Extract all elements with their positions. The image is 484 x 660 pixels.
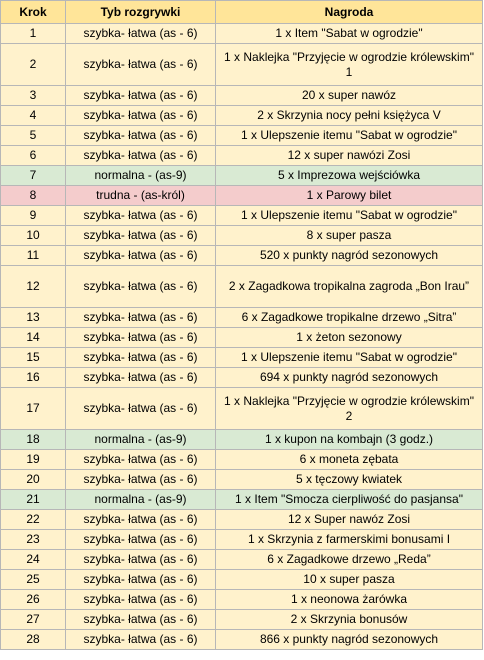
reward-cell: 1 x Item "Smocza cierpliwość do pasjansa" <box>216 490 483 510</box>
reward-cell: 5 x Imprezowa wejściówka <box>216 166 483 186</box>
table-row <box>1 610 483 630</box>
reward-cell: 1 x Ulepszenie itemu "Sabat w ogrodzie" <box>216 348 483 368</box>
mode-cell: szybka- łatwa (as - 6) <box>66 206 216 226</box>
table-row <box>1 266 483 308</box>
reward-cell: 8 x super pasza <box>216 226 483 246</box>
table-row <box>1 246 483 266</box>
step-cell: 23 <box>1 530 66 550</box>
reward-cell: 520 x punkty nagród sezonowych <box>216 246 483 266</box>
table-row <box>1 388 483 430</box>
reward-cell: 6 x moneta zębata <box>216 450 483 470</box>
mode-cell: szybka- łatwa (as - 6) <box>66 450 216 470</box>
mode-cell: normalna - (as-9) <box>66 490 216 510</box>
table-row <box>1 328 483 348</box>
mode-cell: szybka- łatwa (as - 6) <box>66 610 216 630</box>
mode-cell: szybka- łatwa (as - 6) <box>66 328 216 348</box>
table-row <box>1 308 483 328</box>
reward-cell: 20 x super nawóz <box>216 86 483 106</box>
reward-cell: 1 x Parowy bilet <box>216 186 483 206</box>
mode-cell: normalna - (as-9) <box>66 430 216 450</box>
step-cell: 16 <box>1 368 66 388</box>
table-row <box>1 570 483 590</box>
step-cell: 4 <box>1 106 66 126</box>
mode-cell: szybka- łatwa (as - 6) <box>66 510 216 530</box>
table-row <box>1 470 483 490</box>
mode-cell: szybka- łatwa (as - 6) <box>66 86 216 106</box>
table-row <box>1 146 483 166</box>
mode-cell: szybka- łatwa (as - 6) <box>66 308 216 328</box>
mode-cell: szybka- łatwa (as - 6) <box>66 630 216 650</box>
step-cell: 28 <box>1 630 66 650</box>
table-row <box>1 106 483 126</box>
step-cell: 24 <box>1 550 66 570</box>
step-cell: 22 <box>1 510 66 530</box>
reward-cell: 1 x neonowa żarówka <box>216 590 483 610</box>
step-cell: 10 <box>1 226 66 246</box>
mode-cell: szybka- łatwa (as - 6) <box>66 266 216 308</box>
step-cell: 3 <box>1 86 66 106</box>
step-cell: 2 <box>1 44 66 86</box>
step-cell: 15 <box>1 348 66 368</box>
mode-cell: szybka- łatwa (as - 6) <box>66 388 216 430</box>
reward-cell: 2 x Skrzynia bonusów <box>216 610 483 630</box>
reward-cell: 1 x Skrzynia z farmerskimi bonusami I <box>216 530 483 550</box>
step-cell: 5 <box>1 126 66 146</box>
mode-cell: trudna - (as-król) <box>66 186 216 206</box>
mode-cell: szybka- łatwa (as - 6) <box>66 368 216 388</box>
mode-cell: szybka- łatwa (as - 6) <box>66 348 216 368</box>
reward-cell: 866 x punkty nagród sezonowych <box>216 630 483 650</box>
step-cell: 1 <box>1 24 66 44</box>
step-cell: 21 <box>1 490 66 510</box>
step-cell: 14 <box>1 328 66 348</box>
reward-cell: 1 x Item "Sabat w ogrodzie" <box>216 24 483 44</box>
mode-cell: szybka- łatwa (as - 6) <box>66 530 216 550</box>
table-body <box>1 24 483 650</box>
table-row <box>1 186 483 206</box>
table-row <box>1 126 483 146</box>
step-cell: 7 <box>1 166 66 186</box>
table-row <box>1 86 483 106</box>
mode-cell: szybka- łatwa (as - 6) <box>66 550 216 570</box>
table-row <box>1 24 483 44</box>
step-cell: 26 <box>1 590 66 610</box>
mode-cell: szybka- łatwa (as - 6) <box>66 570 216 590</box>
table-row <box>1 166 483 186</box>
mode-cell: szybka- łatwa (as - 6) <box>66 106 216 126</box>
header-reward: Nagroda <box>216 1 483 24</box>
mode-cell: szybka- łatwa (as - 6) <box>66 44 216 86</box>
table-row <box>1 430 483 450</box>
reward-cell: 1 x żeton sezonowy <box>216 328 483 348</box>
table-row <box>1 368 483 388</box>
mode-cell: szybka- łatwa (as - 6) <box>66 24 216 44</box>
reward-cell: 5 x tęczowy kwiatek <box>216 470 483 490</box>
table-row <box>1 510 483 530</box>
header-row <box>1 1 483 24</box>
reward-cell: 12 x super nawózi Zosi <box>216 146 483 166</box>
table-row <box>1 348 483 368</box>
reward-cell: 694 x punkty nagród sezonowych <box>216 368 483 388</box>
table-row <box>1 490 483 510</box>
step-cell: 6 <box>1 146 66 166</box>
step-cell: 9 <box>1 206 66 226</box>
step-cell: 27 <box>1 610 66 630</box>
table-row <box>1 590 483 610</box>
reward-cell: 6 x Zagadkowe drzewo „Reda” <box>216 550 483 570</box>
table-row <box>1 550 483 570</box>
table-row <box>1 44 483 86</box>
table-row <box>1 450 483 470</box>
table-row <box>1 630 483 650</box>
header-step: Krok <box>1 1 66 24</box>
reward-cell: 1 x Naklejka "Przyjęcie w ogrodzie królewskim" 2 <box>216 388 483 430</box>
step-cell: 25 <box>1 570 66 590</box>
step-cell: 20 <box>1 470 66 490</box>
reward-cell: 2 x Skrzynia nocy pełni księżyca V <box>216 106 483 126</box>
step-cell: 19 <box>1 450 66 470</box>
reward-cell: 1 x kupon na kombajn (3 godz.) <box>216 430 483 450</box>
reward-cell: 1 x Ulepszenie itemu "Sabat w ogrodzie" <box>216 206 483 226</box>
mode-cell: szybka- łatwa (as - 6) <box>66 146 216 166</box>
mode-cell: szybka- łatwa (as - 6) <box>66 226 216 246</box>
reward-cell: 12 x Super nawóz Zosi <box>216 510 483 530</box>
step-cell: 17 <box>1 388 66 430</box>
header-mode: Tyb rozgrywki <box>66 1 216 24</box>
reward-cell: 6 x Zagadkowe tropikalne drzewo „Sitra” <box>216 308 483 328</box>
table-row <box>1 206 483 226</box>
reward-cell: 1 x Naklejka "Przyjęcie w ogrodzie królewskim" 1 <box>216 44 483 86</box>
mode-cell: szybka- łatwa (as - 6) <box>66 590 216 610</box>
reward-cell: 1 x Ulepszenie itemu "Sabat w ogrodzie" <box>216 126 483 146</box>
mode-cell: normalna - (as-9) <box>66 166 216 186</box>
step-cell: 8 <box>1 186 66 206</box>
reward-cell: 2 x Zagadkowa tropikalna zagroda „Bon Irau” <box>216 266 483 308</box>
mode-cell: szybka- łatwa (as - 6) <box>66 246 216 266</box>
step-cell: 12 <box>1 266 66 308</box>
step-cell: 11 <box>1 246 66 266</box>
table-row <box>1 226 483 246</box>
step-cell: 13 <box>1 308 66 328</box>
mode-cell: szybka- łatwa (as - 6) <box>66 126 216 146</box>
step-cell: 18 <box>1 430 66 450</box>
table-row <box>1 530 483 550</box>
reward-cell: 10 x super pasza <box>216 570 483 590</box>
mode-cell: szybka- łatwa (as - 6) <box>66 470 216 490</box>
